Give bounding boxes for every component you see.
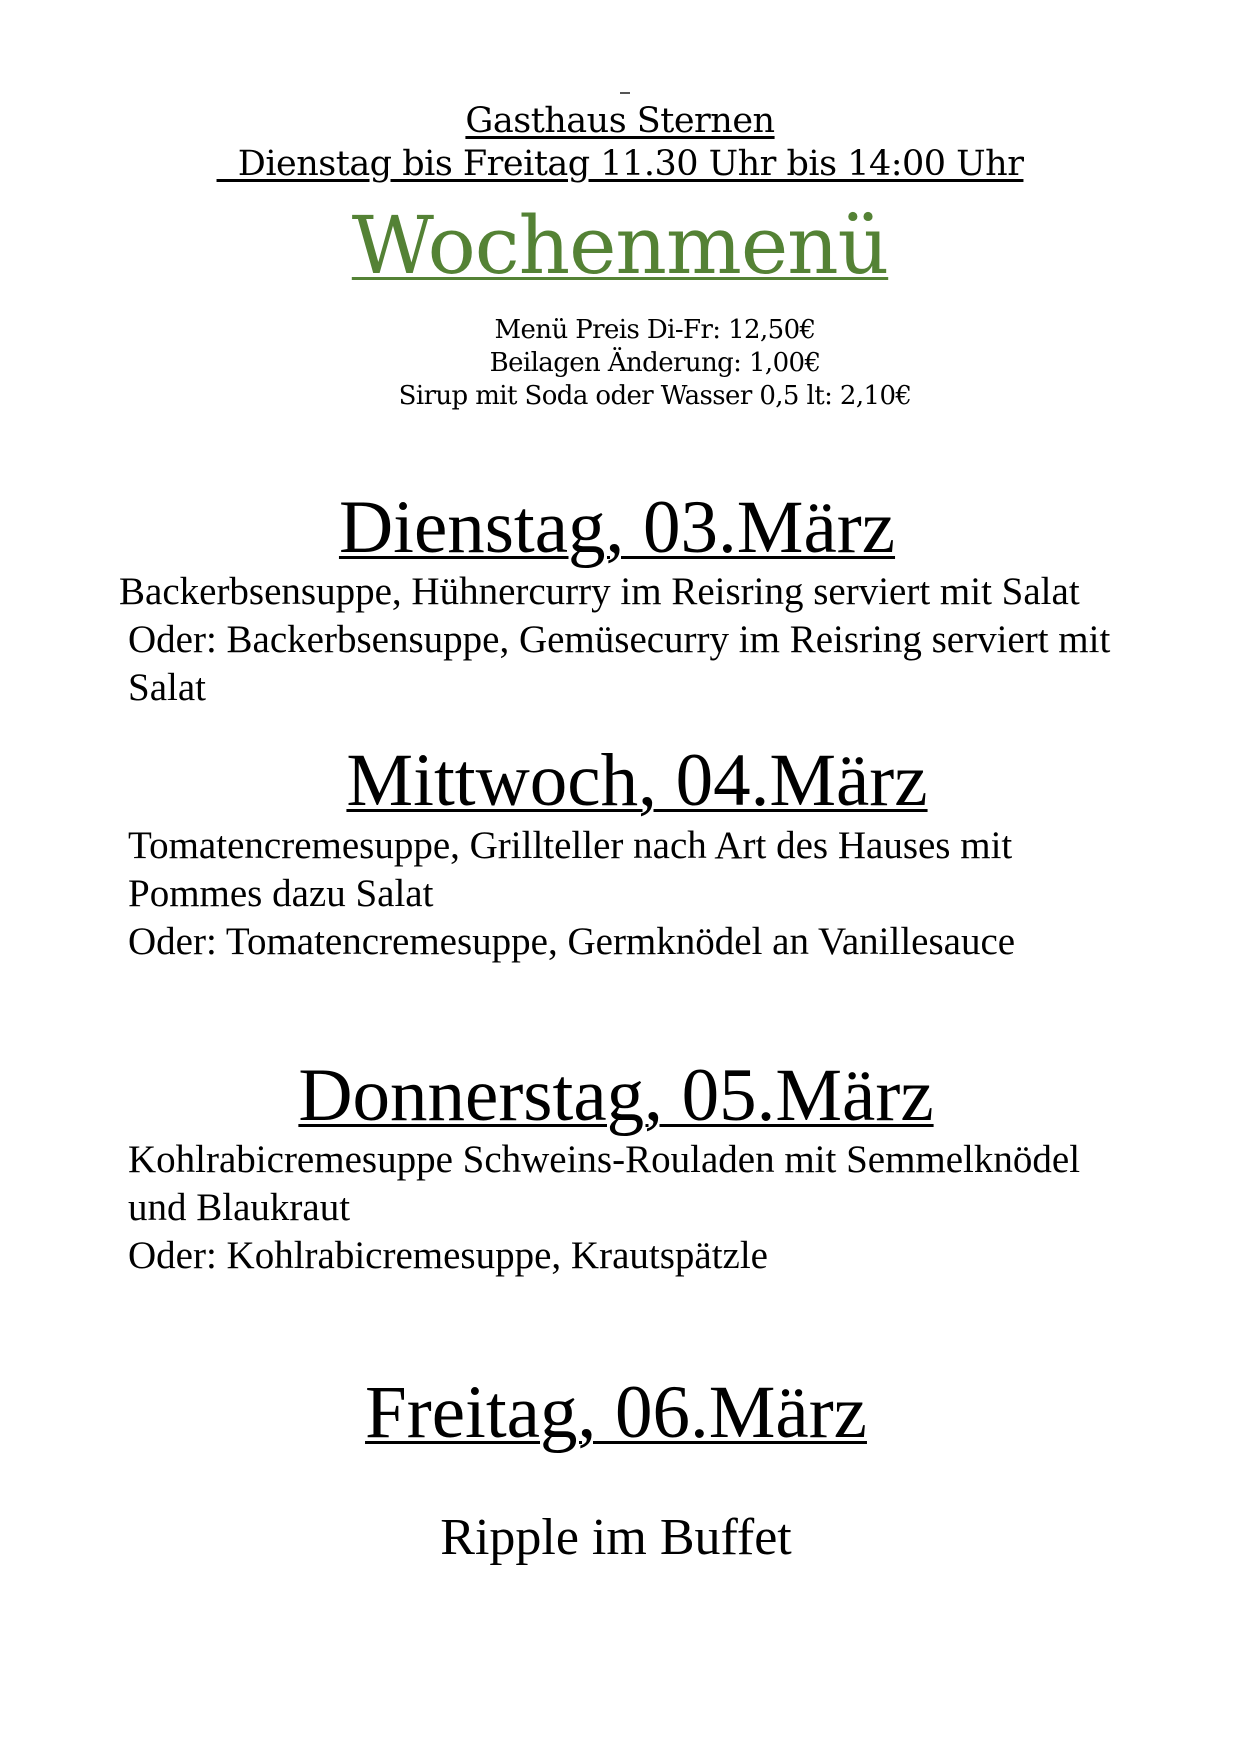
opening-hours: Dienstag bis Freitag 11.30 Uhr bis 14:00 Uhr (216, 144, 1024, 184)
dish-line: Salat (128, 666, 206, 709)
dish-line: Oder: Tomatencremesuppe, Germknödel an Vanillesauce (128, 920, 1016, 963)
dish-line: Backerbsensuppe, Hühnercurry im Reisring serviert mit Salat (119, 570, 1080, 613)
price-side-change: Beilagen Änderung: 1,00€ (489, 348, 821, 378)
price-menu: Menü Preis Di-Fr: 12,50€ (494, 315, 816, 345)
dish-line: Pommes dazu Salat (128, 872, 434, 915)
day-heading-friday: Freitag, 06.März (365, 1371, 867, 1454)
dish-line: Tomatencremesuppe, Grillteller nach Art des Hauses mit (128, 824, 1013, 867)
day-heading-wednesday: Mittwoch, 04.März (346, 739, 928, 822)
dish-line: Oder: Kohlrabicremesuppe, Krautspätzle (128, 1234, 768, 1277)
restaurant-name: Gasthaus Sternen (465, 101, 775, 141)
dish-line: Kohlrabicremesuppe Schweins-Rouladen mit Semmelknödel (128, 1138, 1081, 1181)
price-syrup: Sirup mit Soda oder Wasser 0,5 lt: 2,10€ (398, 381, 912, 411)
dish-line: Ripple im Buffet (440, 1509, 792, 1566)
day-heading-thursday: Donnerstag, 05.März (298, 1054, 934, 1137)
dish-line: Oder: Backerbsensuppe, Gemüsecurry im Reisring serviert mit (128, 618, 1111, 661)
scan-mark (620, 92, 630, 94)
day-heading-tuesday: Dienstag, 03.März (338, 486, 896, 569)
dish-line: und Blaukraut (128, 1186, 351, 1229)
page-title: Wochenmenü (351, 199, 889, 292)
